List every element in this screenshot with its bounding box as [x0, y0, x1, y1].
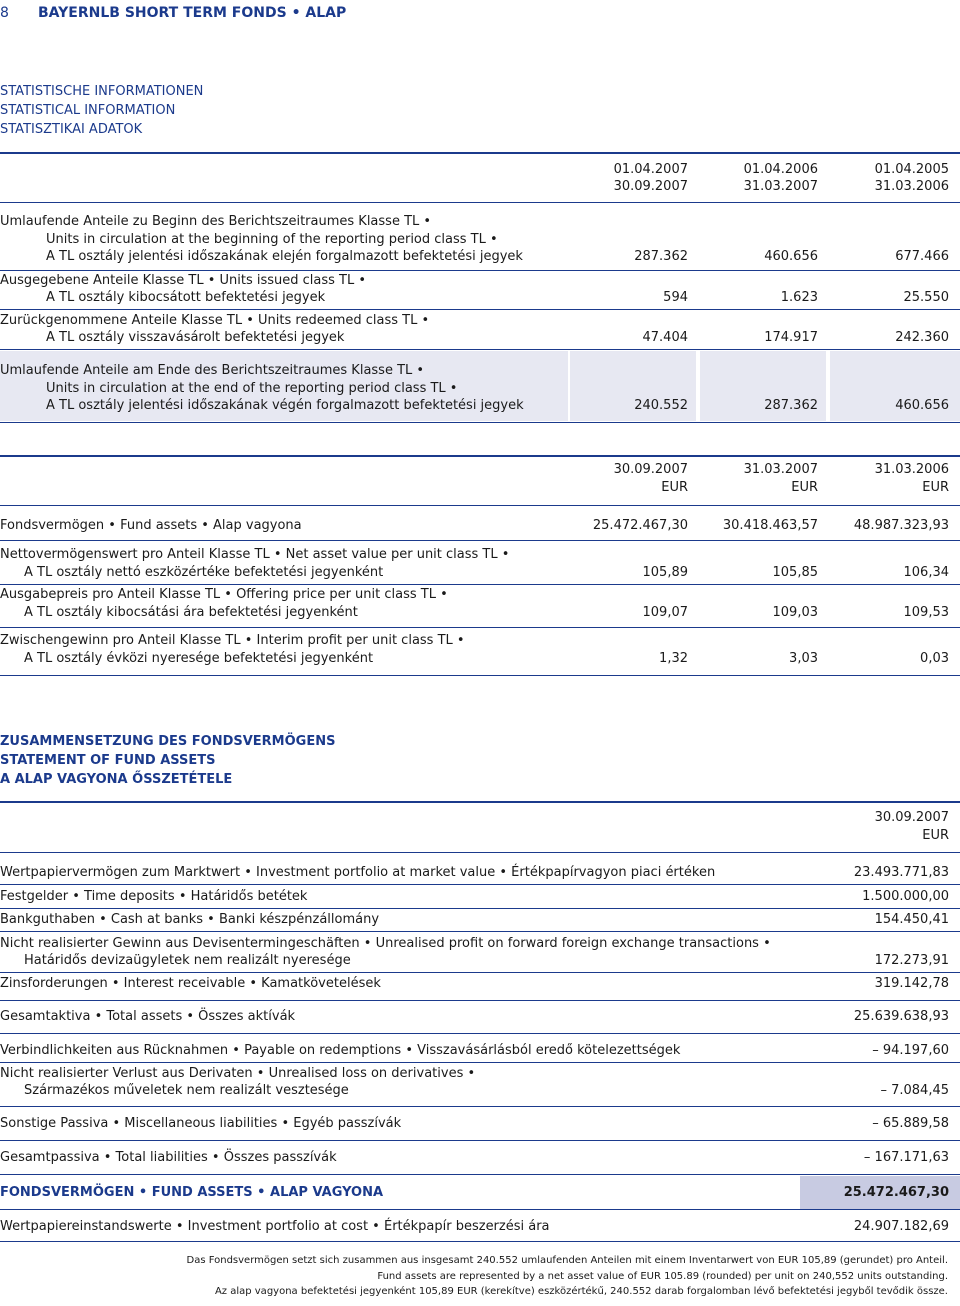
units-redeemed-line1: [0, 313, 960, 329]
units-issued-line2: [0, 290, 960, 306]
divider: [0, 1241, 960, 1242]
divider: [0, 852, 960, 853]
divider: [0, 627, 960, 628]
units-begin-value: 677.466: [895, 249, 949, 264]
units-end-label: A TL osztály jelentési időszakának végén forgalmazott befektetési jegyek: [46, 398, 524, 413]
composition-title-hu: A ALAP VAGYONA ŐSSZETÉTELE: [0, 772, 233, 787]
composition-value: 1.500.000,00: [862, 889, 949, 904]
units-end-label: Units in circulation at the end of the reporting period class TL •: [46, 381, 458, 396]
nav-line2: [0, 565, 960, 581]
composition-title: [0, 732, 335, 789]
divider: [0, 202, 960, 203]
composition-label: Verbindlichkeiten aus Rücknahmen • Payable on redemptions • Visszavásárlásból eredő kötelezettségek: [0, 1043, 681, 1058]
composition-label: Gesamtpassiva • Total liabilities • Összes passzívák: [0, 1150, 337, 1165]
composition-label: Nicht realisierter Gewinn aus Devisentermingeschäften • Unrealised profit on forward foreign exchange transactions •: [0, 936, 771, 951]
units-end-value: 460.656: [895, 398, 949, 413]
composition-row-cont: [0, 1083, 960, 1099]
units-issued-label: A TL osztály kibocsátott befektetési jegyek: [46, 290, 326, 305]
period-to-row: [0, 179, 960, 195]
composition-row: [0, 889, 960, 905]
assets-date: 31.03.2007: [743, 462, 818, 477]
divider: [0, 972, 960, 973]
composition-label: Zinsforderungen • Interest receivable • Kamatkövetelések: [0, 976, 381, 991]
divider: [0, 801, 960, 803]
interim-line1: [0, 633, 960, 649]
period-from: 01.04.2007: [613, 162, 688, 177]
composition-label: FONDSVERMÖGEN • FUND ASSETS • ALAP VAGYONA: [0, 1185, 384, 1200]
composition-row-cont: [0, 953, 960, 969]
units-begin-label: Umlaufende Anteile zu Beginn des Berichtszeitraumes Klasse TL •: [0, 214, 432, 229]
composition-title-en: STATEMENT OF FUND ASSETS: [0, 753, 216, 768]
assets-currency-row: [0, 480, 960, 496]
nav-value: 105,89: [642, 565, 688, 580]
interim-label: Zwischengewinn pro Anteil Klasse TL • Interim profit per unit class TL •: [0, 633, 465, 648]
composition-value: – 94.197,60: [872, 1043, 949, 1058]
divider: [0, 540, 960, 541]
composition-label: Nicht realisierter Verlust aus Derivaten • Unrealised loss on derivatives •: [0, 1066, 476, 1081]
period-from: 01.04.2006: [743, 162, 818, 177]
composition-row: [0, 1150, 960, 1166]
interim-label: A TL osztály évközi nyeresége befektetési jegyenként: [24, 651, 374, 666]
units-redeemed-label: A TL osztály visszavásárolt befektetési jegyek: [46, 330, 345, 345]
interim-value: 0,03: [920, 651, 949, 666]
footnote-de: Das Fondsvermögen setzt sich zusammen aus insgesamt 240.552 umlaufenden Anteilen mit einem Inventarwert von EUR 105,89 (gerundet) pro Anteil.: [186, 1255, 948, 1266]
units-end-line1: [0, 363, 960, 379]
divider: [0, 455, 960, 457]
units-begin-label: A TL osztály jelentési időszakának elején forgalmazott befektetési jegyek: [46, 249, 523, 264]
period-from: 01.04.2005: [874, 162, 949, 177]
composition-row: [0, 865, 960, 881]
composition-date: 30.09.2007: [874, 810, 949, 825]
footnote-en: Fund assets are represented by a net asset value of EUR 105.89 (rounded) per unit on 240,552 units outstanding.: [377, 1271, 948, 1282]
fund-assets-value: 30.418.463,57: [722, 518, 818, 533]
nav-label: A TL osztály nettó eszközértéke befektetési jegyenként: [24, 565, 384, 580]
divider: [0, 349, 960, 350]
composition-row: [0, 1066, 960, 1082]
nav-label: Nettovermögenswert pro Anteil Klasse TL • Net asset value per unit class TL •: [0, 547, 510, 562]
composition-value: – 65.889,58: [872, 1116, 949, 1131]
page-number: 8: [0, 5, 9, 21]
currency-label: EUR: [922, 480, 949, 495]
composition-label: Származékos műveletek nem realizált vesztesége: [24, 1083, 349, 1098]
assets-date: 30.09.2007: [613, 462, 688, 477]
currency-label: EUR: [922, 828, 949, 843]
composition-value: 172.273,91: [874, 953, 949, 968]
divider: [0, 908, 960, 909]
offer-line2: [0, 605, 960, 621]
divider: [0, 309, 960, 310]
units-begin-line1: [0, 214, 960, 230]
divider: [0, 1106, 960, 1107]
composition-row: [0, 1116, 960, 1132]
period-to: 31.03.2007: [743, 179, 818, 194]
stat-title-hu: STATISZTIKAI ADATOK: [0, 122, 143, 137]
period-to: 31.03.2006: [874, 179, 949, 194]
divider: [0, 422, 960, 423]
divider: [0, 1140, 960, 1141]
composition-row: [0, 1009, 960, 1025]
nav-line1: [0, 547, 960, 563]
interim-line2: [0, 651, 960, 667]
offer-value: 109,03: [772, 605, 818, 620]
composition-label: Wertpapiervermögen zum Marktwert • Investment portfolio at market value • Értékpapírvagyon piaci értéken: [0, 865, 716, 880]
composition-value: 24.907.182,69: [853, 1219, 949, 1234]
fund-assets-value: 25.472.467,30: [592, 518, 688, 533]
composition-label: Wertpapiereinstandswerte • Investment portfolio at cost • Értékpapír beszerzési ára: [0, 1219, 550, 1234]
units-end-line3: [0, 398, 960, 414]
offer-label: A TL osztály kibocsátási ára befektetési jegyenként: [24, 605, 358, 620]
composition-date-row: [0, 810, 960, 826]
units-begin-value: 460.656: [764, 249, 818, 264]
composition-label: Határidős devizaügyletek nem realizált nyeresége: [24, 953, 351, 968]
stat-title: [0, 82, 203, 139]
composition-label: Festgelder • Time deposits • Határidős betétek: [0, 889, 308, 904]
units-redeemed-value: 242.360: [895, 330, 949, 345]
interim-value: 1,32: [659, 651, 688, 666]
units-begin-label: Units in circulation at the beginning of the reporting period class TL •: [46, 232, 498, 247]
offer-line1: [0, 587, 960, 603]
period-to: 30.09.2007: [613, 179, 688, 194]
assets-date-row: [0, 462, 960, 478]
units-begin-line2: [0, 232, 960, 248]
offer-value: 109,53: [903, 605, 949, 620]
units-redeemed-label: Zurückgenommene Anteile Klasse TL • Units redeemed class TL •: [0, 313, 430, 328]
footnote-hu: Az alap vagyona befektetési jegyenként 105,89 EUR (kerekítve) eszközértékű, 240.552 darab forgalomban lévő befektetési jegyből tevődik össze.: [214, 1286, 948, 1297]
nav-value: 105,85: [772, 565, 818, 580]
composition-row: [0, 1043, 960, 1059]
divider: [0, 505, 960, 506]
units-redeemed-value: 174.917: [764, 330, 818, 345]
nav-value: 106,34: [903, 565, 949, 580]
stat-title-en: STATISTICAL INFORMATION: [0, 103, 176, 118]
composition-value: 154.450,41: [874, 912, 949, 927]
composition-row: [0, 936, 960, 952]
composition-row: [0, 1185, 960, 1201]
divider: [0, 675, 960, 676]
units-begin-value: 287.362: [634, 249, 688, 264]
divider: [0, 1209, 960, 1210]
units-redeemed-line2: [0, 330, 960, 346]
divider: [0, 1062, 960, 1063]
composition-row: [0, 912, 960, 928]
divider: [0, 152, 960, 154]
units-end-value: 240.552: [634, 398, 688, 413]
fund-title: BAYERNLB SHORT TERM FONDS • ALAP: [38, 5, 347, 21]
composition-label: Sonstige Passiva • Miscellaneous liabilities • Egyéb passzívák: [0, 1116, 402, 1131]
composition-label: Gesamtaktiva • Total assets • Összes aktívák: [0, 1009, 296, 1024]
units-redeemed-value: 47.404: [642, 330, 688, 345]
composition-value: – 167.171,63: [863, 1150, 949, 1165]
units-issued-label: Ausgegebene Anteile Klasse TL • Units issued class TL •: [0, 273, 367, 288]
units-end-line2: [0, 381, 960, 397]
composition-value: 25.639.638,93: [853, 1009, 949, 1024]
divider: [0, 884, 960, 885]
divider: [0, 1000, 960, 1001]
units-begin-line3: [0, 249, 960, 265]
fund-assets-row: [0, 518, 960, 534]
composition-currency-row: [0, 828, 960, 844]
offer-value: 109,07: [642, 605, 688, 620]
composition-value: – 7.084,45: [880, 1083, 949, 1098]
interim-value: 3,03: [789, 651, 818, 666]
divider: [0, 584, 960, 585]
offer-label: Ausgabepreis pro Anteil Klasse TL • Offering price per unit class TL •: [0, 587, 448, 602]
units-issued-line1: [0, 273, 960, 289]
composition-row: [0, 1219, 960, 1235]
units-end-value: 287.362: [764, 398, 818, 413]
units-issued-value: 594: [663, 290, 688, 305]
assets-date: 31.03.2006: [874, 462, 949, 477]
units-issued-value: 1.623: [780, 290, 818, 305]
fund-assets-label: Fondsvermögen • Fund assets • Alap vagyona: [0, 518, 302, 533]
units-end-label: Umlaufende Anteile am Ende des Berichtszeitraumes Klasse TL •: [0, 363, 425, 378]
divider: [0, 1174, 960, 1175]
stat-title-de: STATISTISCHE INFORMATIONEN: [0, 84, 204, 99]
divider: [0, 1033, 960, 1034]
composition-row: [0, 976, 960, 992]
composition-label: Bankguthaben • Cash at banks • Banki készpénzállomány: [0, 912, 380, 927]
units-issued-value: 25.550: [903, 290, 949, 305]
currency-label: EUR: [661, 480, 688, 495]
composition-title-de: ZUSAMMENSETZUNG DES FONDSVERMÖGENS: [0, 734, 336, 749]
composition-value: 319.142,78: [874, 976, 949, 991]
divider: [0, 931, 960, 932]
fund-assets-value: 48.987.323,93: [853, 518, 949, 533]
divider: [0, 270, 960, 271]
period-from-row: [0, 162, 960, 178]
currency-label: EUR: [791, 480, 818, 495]
composition-value: 25.472.467,30: [843, 1185, 949, 1200]
composition-value: 23.493.771,83: [853, 865, 949, 880]
